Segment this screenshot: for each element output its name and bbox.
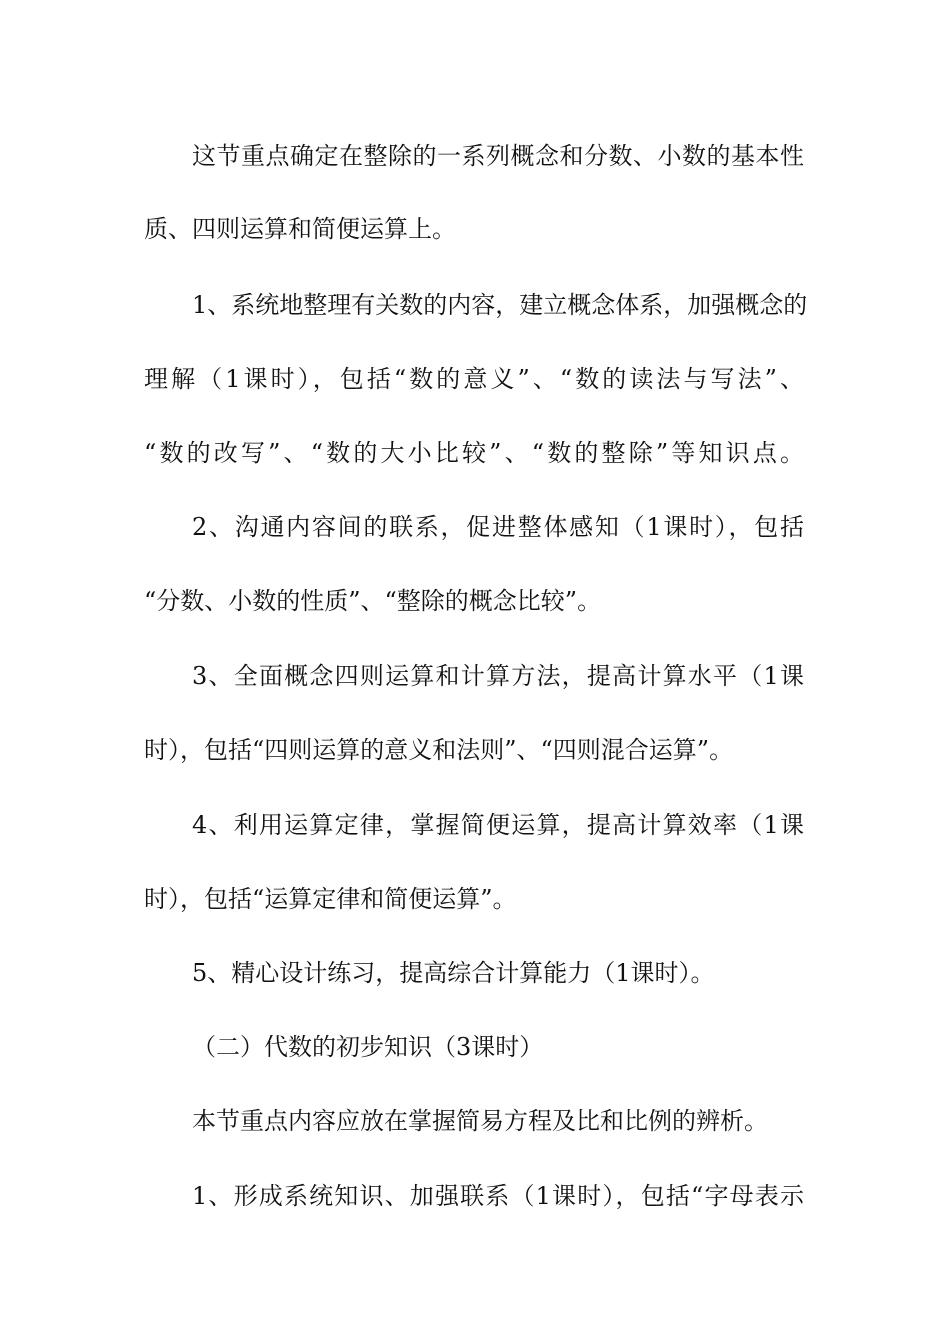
- paragraph-line-11: 时），包括“运算定律和简便运算”。: [144, 885, 517, 913]
- paragraph-line-7: “分数、小数的性质”、“整除的概念比较”。: [144, 587, 602, 615]
- section-heading: （二）代数的初步知识（3课时）: [192, 1033, 544, 1061]
- paragraph-line-8: 3、全面概念四则运算和计算方法，提高计算水平（1课: [192, 662, 804, 690]
- paragraph-line-3: 1、系统地整理有关数的内容，建立概念体系，加强概念的: [192, 291, 808, 319]
- paragraph-line-2: 质、四则运算和简便运算上。: [144, 215, 456, 243]
- paragraph-line-14: 本节重点内容应放在掌握简易方程及比和比例的辨析。: [192, 1107, 768, 1135]
- paragraph-line-1: 这节重点确定在整除的一系列概念和分数、小数的基本性: [192, 142, 804, 170]
- paragraph-line-4: 理解（1课时），包括“数的意义”、“数的读法与写法”、: [144, 365, 804, 393]
- paragraph-line-9: 时），包括“四则运算的意义和法则”、“四则混合运算”。: [144, 736, 734, 764]
- paragraph-line-6: 2、沟通内容间的联系，促进整体感知（1课时），包括: [192, 513, 804, 541]
- paragraph-line-12: 5、精心设计练习，提高综合计算能力（1课时）。: [192, 959, 715, 987]
- paragraph-line-15: 1、形成系统知识、加强联系（1课时），包括“字母表示: [192, 1182, 804, 1210]
- paragraph-line-10: 4、利用运算定律，掌握简便运算，提高计算效率（1课: [192, 811, 804, 839]
- paragraph-line-5: “数的改写”、“数的大小比较”、“数的整除”等知识点。: [144, 439, 804, 467]
